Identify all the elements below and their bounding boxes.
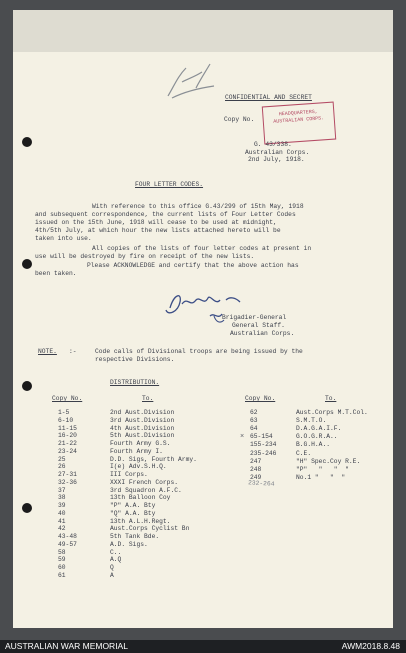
distribution-copy-no: 26 [58,463,66,471]
distribution-copy-no: 21-22 [58,440,77,447]
distribution-copy-no: 63 [250,417,258,425]
distribution-copy-no: 247 [250,457,262,465]
punch-hole [22,137,32,147]
distribution-recipient: Fourth Army G.S. [110,440,171,447]
distribution-recipient: 5th Aust.Division [110,432,175,440]
distribution-copy-no: 248 [250,465,262,473]
distribution-recipient: Aust.Corps Cyclist Bn [110,525,190,533]
distribution-recipient: A [110,571,114,579]
distribution-recipient: G.O.G.R.A.. [296,433,338,441]
distribution-recipient: III Corps. [110,471,148,478]
distribution-recipient: XXXI French Corps. [110,478,179,486]
distribution-recipient: Aust.Corps M.T.Col. [296,409,368,416]
distribution-copy-no: 25 [58,455,66,463]
signatory-staff: General Staff. [232,322,285,329]
stamp-line: HEADQUARTERS, [278,108,318,118]
distribution-copy-no: 16-20 [58,432,77,440]
body-line: use will be destroyed by fire on receipt of the new lists. [35,253,255,260]
classification-heading: CONFIDENTIAL AND SECRET [225,94,312,101]
copy-number-label: Copy No. [224,116,255,123]
distribution-copy-no: 41 [58,517,66,525]
document-date: 2nd July, 1918. [248,156,305,163]
punch-hole [22,381,32,391]
archival-tape [13,10,393,52]
stamp-line: AUSTRALIAN CORPS. [273,115,325,125]
distribution-recipient: A.D. Sigs. [110,540,148,548]
body-line: 4th/5th July, at which hour the new lists attached hereto will be [35,227,281,234]
issuing-unit: Australian Corps. [245,149,310,156]
column-header-to: To. [325,395,337,402]
distribution-recipient: "P" A.A. Bty [110,502,156,509]
distribution-copy-no: 42 [58,525,66,533]
distribution-copy-no: 49-57 [58,540,77,548]
distribution-copy-no: 38 [58,494,66,502]
pencil-cross-mark: × [240,433,245,441]
distribution-recipient: 4th Aust.Division [110,424,175,432]
distribution-copy-no: 6-10 [58,416,74,424]
distribution-recipient: "Q" A.A. Bty [110,509,156,517]
distribution-copy-no: 64 [250,425,258,433]
file-reference: G. 43/338. [254,141,292,148]
distribution-heading: DISTRIBUTION. [110,379,160,386]
distribution-recipient: D.A.G.A.I.F. [296,425,342,433]
distribution-copy-no: 249 [250,473,262,481]
archive-footer [0,640,406,653]
signatory-rank: Brigadier-General [222,314,287,321]
distribution-recipient: 13th A.L.H.Regt. [110,517,171,525]
distribution-recipient: C.. [110,548,122,556]
distribution-copy-no: 37 [58,486,66,494]
column-header-copy: Copy No. [52,395,83,402]
note-text: respective Divisions. [95,356,175,363]
body-line: All copies of the lists of four letter codes at present in [92,245,312,252]
body-line: Please ACKNOWLEDGE and certify that the above action has [87,262,299,269]
distribution-copy-no: 62 [250,409,258,416]
distribution-copy-no: 60 [58,564,66,571]
body-line: taken into use. [35,235,92,242]
pencil-annotation-icon [160,58,220,103]
distribution-recipient: No.1 " " " [296,473,346,481]
distribution-recipient: Fourth Army I. [110,447,163,455]
body-line: been taken. [35,270,77,277]
distribution-recipient: Q [110,564,114,571]
distribution-recipient: 3rd Aust.Division [110,416,175,424]
distribution-copy-no: 27-31 [58,471,77,478]
distribution-copy-no: 11-15 [58,424,77,432]
distribution-copy-no: 58 [58,548,66,556]
punch-hole [22,503,32,513]
document-title: FOUR LETTER CODES. [135,181,204,188]
distribution-copy-no: 61 [58,571,66,579]
column-header-copy: Copy No. [245,395,276,402]
note-separator: :- [69,348,77,355]
distribution-copy-no: 39 [58,502,66,509]
distribution-copy-no: 1-5 [58,409,70,416]
distribution-recipient: B.G.H.A.. [296,441,331,449]
punch-hole [22,259,32,269]
distribution-recipient: 2nd Aust.Division [110,409,175,416]
distribution-copy-no: 235-246 [250,449,277,457]
signatory-corps: Australian Corps. [230,330,295,337]
distribution-copy-no: 23-24 [58,447,77,455]
column-header-to: To. [142,395,154,402]
distribution-recipient: A.Q [110,556,122,564]
archive-name: AUSTRALIAN WAR MEMORIAL [5,641,128,651]
accession-number: AWM2018.8.48 [341,641,400,651]
handwritten-note: 232-264 [247,479,275,488]
distribution-recipient: D.D. Sigs, Fourth Army. [110,455,197,463]
body-line: With reference to this office G.43/299 of 15th May, 1918 [92,203,304,210]
distribution-recipient: 3rd Squadron A.F.C. [110,486,182,494]
note-label: NOTE. [38,348,57,355]
note-text: Code calls of Divisional troops are being issued by the [95,348,303,355]
body-line: issued on the 15th June, 1918 will cease to be used at midnight, [35,219,277,226]
distribution-copy-no: 155-234 [250,441,277,449]
distribution-copy-no: 40 [58,509,66,517]
distribution-copy-no: 65-154 [250,433,273,441]
distribution-recipient: S.M.T.O. [296,417,327,425]
distribution-recipient: "P" " " " [296,465,349,473]
distribution-copy-no: 59 [58,556,66,564]
headquarters-stamp [262,102,336,145]
distribution-recipient: I(e) Adv.S.H.Q. [110,463,167,471]
distribution-copy-no: 43-48 [58,533,77,540]
distribution-recipient: 5th Tank Bde. [110,533,160,540]
body-line: and subsequent correspondence, the current lists of Four Letter Codes [35,211,296,218]
distribution-recipient: 13th Balloon Coy [110,494,171,502]
distribution-copy-no: 32-36 [58,478,77,486]
distribution-recipient: C.E. [296,449,312,457]
distribution-recipient: "H" Spec.Coy R.E. [296,457,361,465]
